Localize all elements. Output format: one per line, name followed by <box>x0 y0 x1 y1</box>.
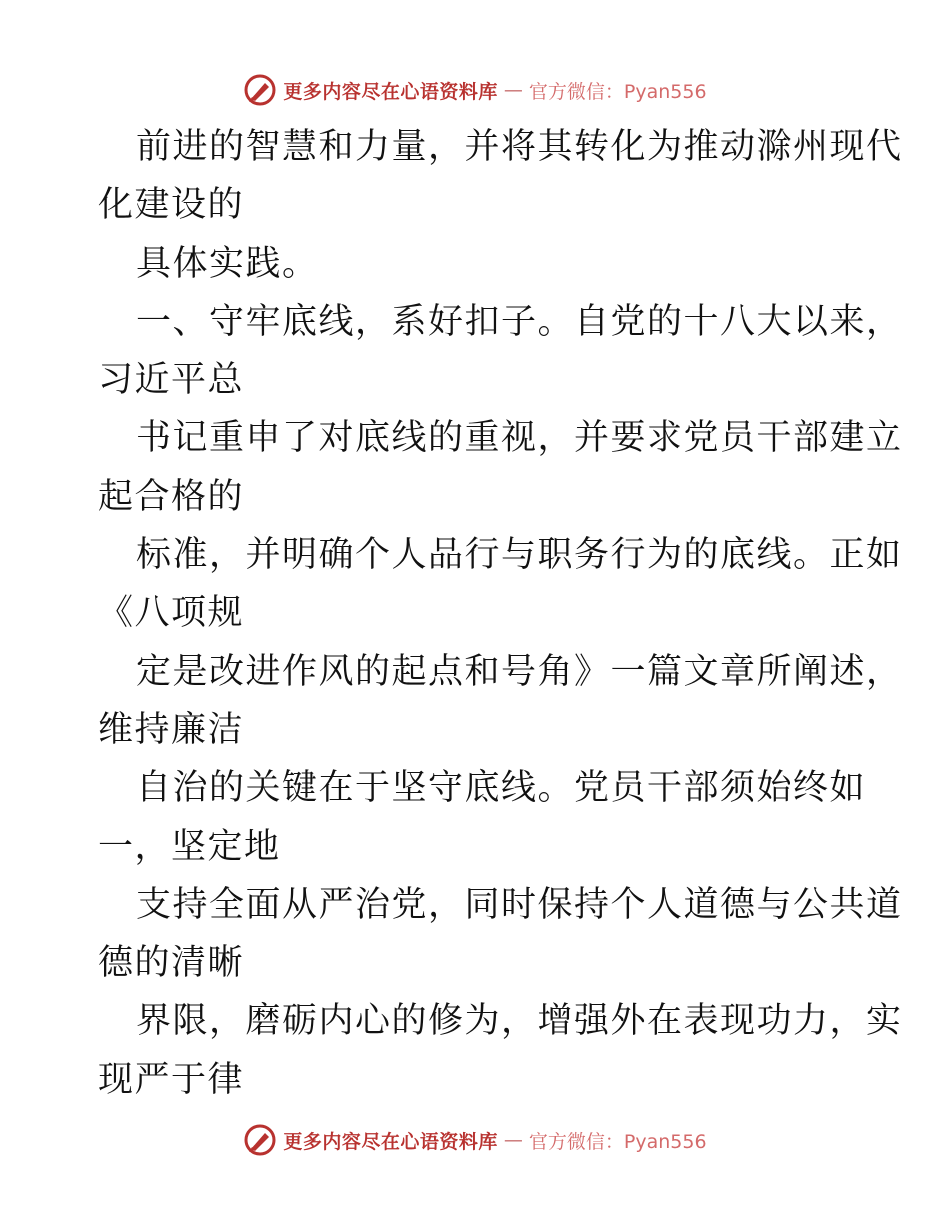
pen-circle-logo-icon <box>243 73 277 107</box>
footer-banner-main-text: 更多内容尽在心语资料库 <box>283 1130 498 1153</box>
header-banner <box>0 70 950 110</box>
text-line: 《八项规 <box>98 593 245 634</box>
text-line: 习近平总 <box>98 360 245 401</box>
text-line: 标准，并明确个人品行与职务行为的底线。正如 <box>136 535 903 576</box>
footer-banner-wechat-text: 官方微信：Pyan556 <box>528 1130 707 1153</box>
header-banner-wechat-text: 官方微信：Pyan556 <box>528 80 707 103</box>
text-line: 支持全面从严治党，同时保持个人道德与公共道 <box>136 884 903 925</box>
text-line: 界限，磨砺内心的修为，增强外在表现功力，实 <box>136 1001 903 1042</box>
text-line: 前进的智慧和力量，并将其转化为推动滁州现代 <box>136 127 903 167</box>
header-banner-separator: — <box>503 79 523 101</box>
footer-banner-separator: — <box>503 1129 523 1151</box>
text-line: 一、守牢底线，系好扣子。自党的十八大以来， <box>136 301 903 342</box>
pen-circle-logo-icon <box>243 1123 277 1157</box>
text-line: 一，坚定地 <box>98 826 281 867</box>
text-line: 维持廉洁 <box>98 709 245 750</box>
text-line: 具体实践。 <box>136 243 319 284</box>
text-line: 自治的关键在于坚守底线。党员干部须始终如 <box>136 768 867 809</box>
footer-banner <box>0 1120 950 1160</box>
text-line: 起合格的 <box>98 476 245 517</box>
text-line: 德的清晰 <box>98 943 245 984</box>
document-body <box>98 118 903 1109</box>
header-banner-main-text: 更多内容尽在心语资料库 <box>283 80 498 103</box>
text-line: 化建设的 <box>98 185 245 226</box>
text-line: 定是改进作风的起点和号角》一篇文章所阐述， <box>136 651 903 692</box>
text-line: 现严于律 <box>98 1059 245 1100</box>
text-line: 书记重申了对底线的重视，并要求党员干部建立 <box>136 418 903 459</box>
